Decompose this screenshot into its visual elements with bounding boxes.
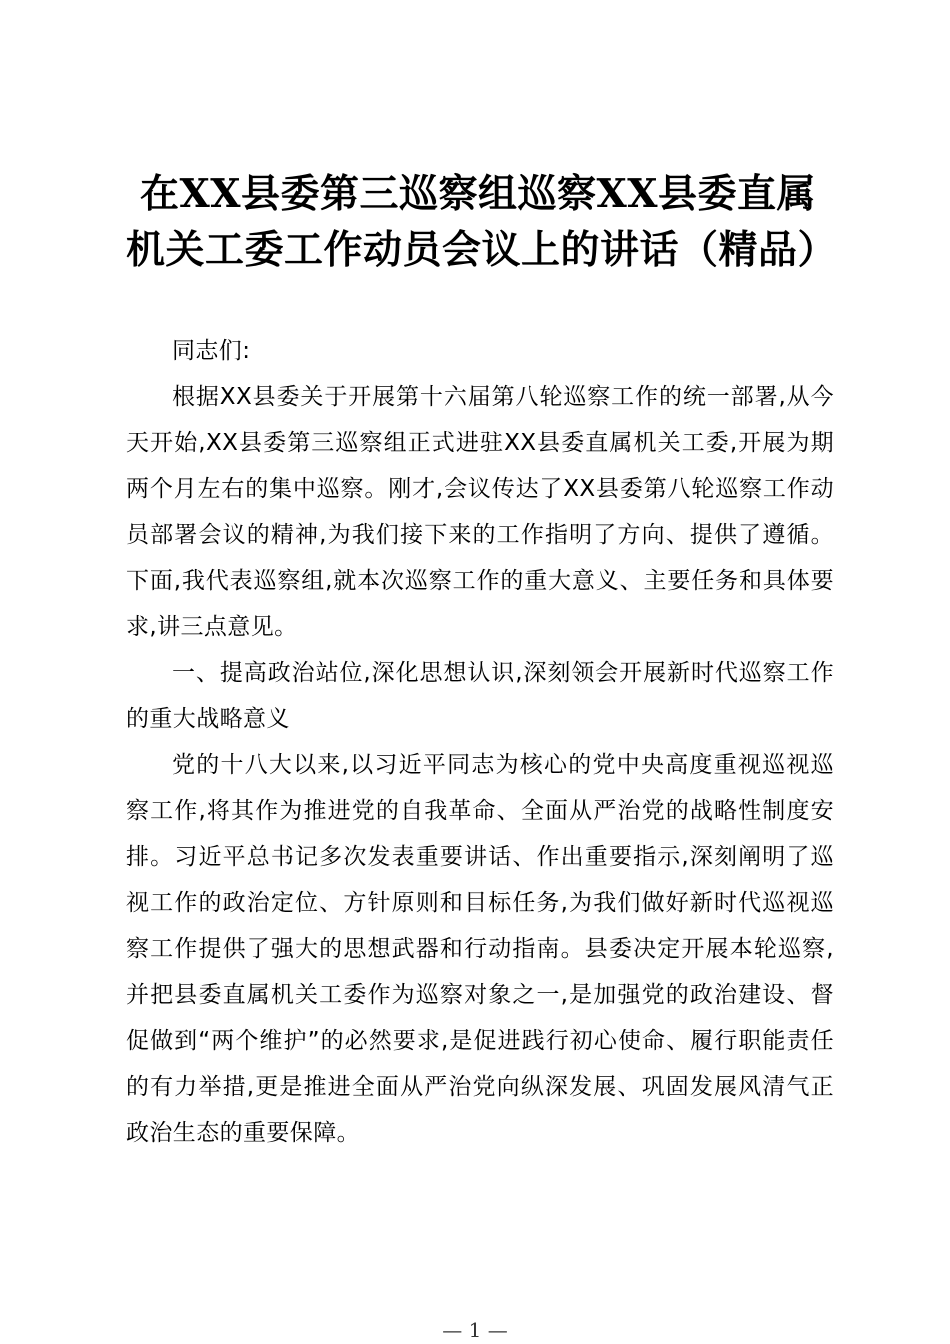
intro-paragraph: 根据XX县委关于开展第十六届第八轮巡察工作的统一部署,从今天开始,XX县委第三巡察组正式进驻XX县委直属机关工委,开展为期两个月左右的集中巡察。刚才,会议传达了XX县委第八轮巡察工作动员部署会议的精神,为我们接下来的工作指明了方向、提供了遵循。下面,我代表巡察组,就本次巡察工作的重大意义、主要任务和具体要求,讲三点意见。 <box>126 384 834 640</box>
salutation-paragraph: 同志们: <box>172 338 251 364</box>
page-number: — 1 — <box>442 1318 508 1342</box>
section-heading-1: 一、提高政治站位,深化思想认识,深刻领会开展新时代巡察工作的重大战略意义 <box>126 660 834 732</box>
document-body <box>126 328 834 1156</box>
section-1-paragraph: 党的十八大以来,以习近平同志为核心的党中央高度重视巡视巡察工作,将其作为推进党的自我革命、全面从严治党的战略性制度安排。习近平总书记多次发表重要讲话、作出重要指示,深刻阐明了巡视工作的政治定位、方针原则和目标任务,为我们做好新时代巡视巡察工作提供了强大的思想武器和行动指南。县委决定开展本轮巡察,并把县委直属机关工委作为巡察对象之一,是加强党的政治建设、督促做到“两个维护”的必然要求,是促进践行初心使命、履行职能责任的有力举措,更是推进全面从严治党向纵深发展、巩固发展风清气正政治生态的重要保障。 <box>126 752 834 1146</box>
document-title: 在XX县委第三巡察组巡察XX县委直属机关工委工作动员会议上的讲话（精品） <box>126 171 838 273</box>
